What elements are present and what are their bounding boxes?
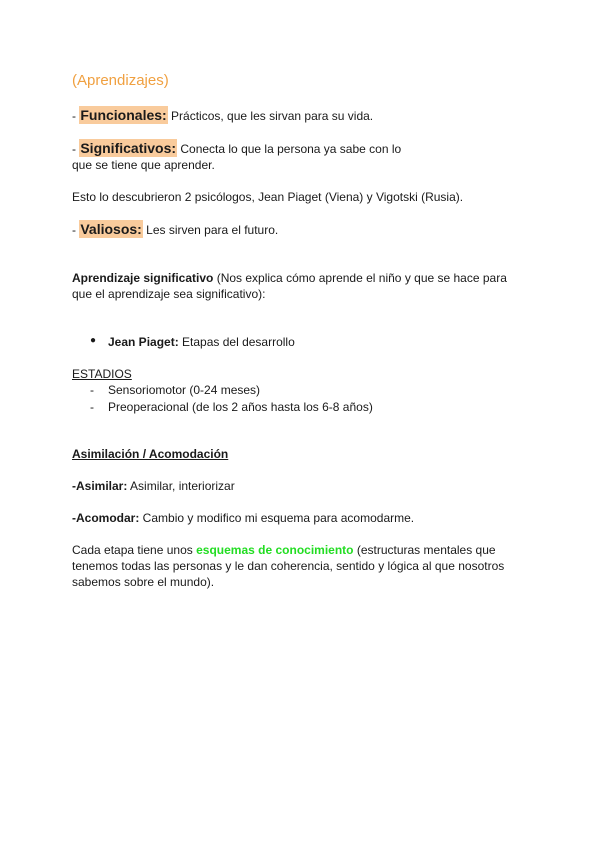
valiosos-term: Valiosos: <box>80 221 142 237</box>
estadios-heading-text: ESTADIOS <box>72 367 132 381</box>
section-title: (Aprendizajes) <box>72 72 169 89</box>
aprendizaje-significativo-term: Aprendizaje significativo <box>72 271 214 285</box>
aprendizaje-significativo-line <box>72 271 507 286</box>
etapa-text-b: (estructuras mentales que <box>353 543 496 557</box>
asimilar-term: -Asimilar: <box>72 479 128 493</box>
estadio-item: Sensoriomotor (0-24 meses) <box>108 383 261 397</box>
descubrieron-paragraph: Esto lo descubrieron 2 psicólogos, Jean Piaget (Viena) y Vigotski (Rusia). <box>72 190 464 204</box>
esquemas-highlight: esquemas de conocimiento <box>196 543 354 557</box>
valiosos-prefix: - <box>72 223 80 237</box>
acomodar-text: Cambio y modifico mi esquema para acomodarme. <box>139 511 415 525</box>
significativos-text: Conecta lo que la persona ya sabe con lo <box>177 142 402 156</box>
piaget-item <box>108 335 295 350</box>
piaget-text: Etapas del desarrollo <box>178 335 295 349</box>
estadio-item: Preoperacional (de los 2 años hasta los 6-8 años) <box>108 400 373 414</box>
piaget-term: Jean Piaget: <box>108 335 179 349</box>
significativos-term: Significativos: <box>80 140 177 156</box>
significativos-line-2: que se tiene que aprender. <box>72 158 215 172</box>
bullet-icon: ● <box>90 335 97 346</box>
etapa-line-1 <box>72 543 496 558</box>
asimilacion-heading <box>72 447 228 462</box>
significativos-line <box>72 141 401 157</box>
asimilacion-heading-text: Asimilación / Acomodación <box>72 447 229 461</box>
dash-marker: - <box>90 383 94 397</box>
asimilar-line <box>72 479 235 494</box>
aprendizaje-significativo-text: (Nos explica cómo aprende el niño y que se hace para <box>213 271 507 285</box>
aprendizaje-significativo-line-2: que el aprendizaje sea significativo): <box>72 287 266 301</box>
funcionales-line <box>72 108 373 124</box>
significativos-prefix: - <box>72 142 80 156</box>
valiosos-line <box>72 222 278 238</box>
etapa-line-2: tenemos todas las personas y le dan coherencia, sentido y lógica al que nosotros <box>72 559 505 573</box>
valiosos-text: Les sirven para el futuro. <box>142 223 279 237</box>
funcionales-text: Prácticos, que les sirvan para su vida. <box>167 109 374 123</box>
estadios-heading <box>72 367 132 382</box>
acomodar-line <box>72 511 414 526</box>
acomodar-term: -Acomodar: <box>72 511 140 525</box>
etapa-text-a: Cada etapa tiene unos <box>72 543 197 557</box>
funcionales-prefix: - <box>72 109 80 123</box>
dash-marker: - <box>90 400 94 414</box>
etapa-line-3: sabemos sobre el mundo). <box>72 575 215 589</box>
asimilar-text: Asimilar, interiorizar <box>127 479 235 493</box>
funcionales-term: Funcionales: <box>80 107 167 123</box>
